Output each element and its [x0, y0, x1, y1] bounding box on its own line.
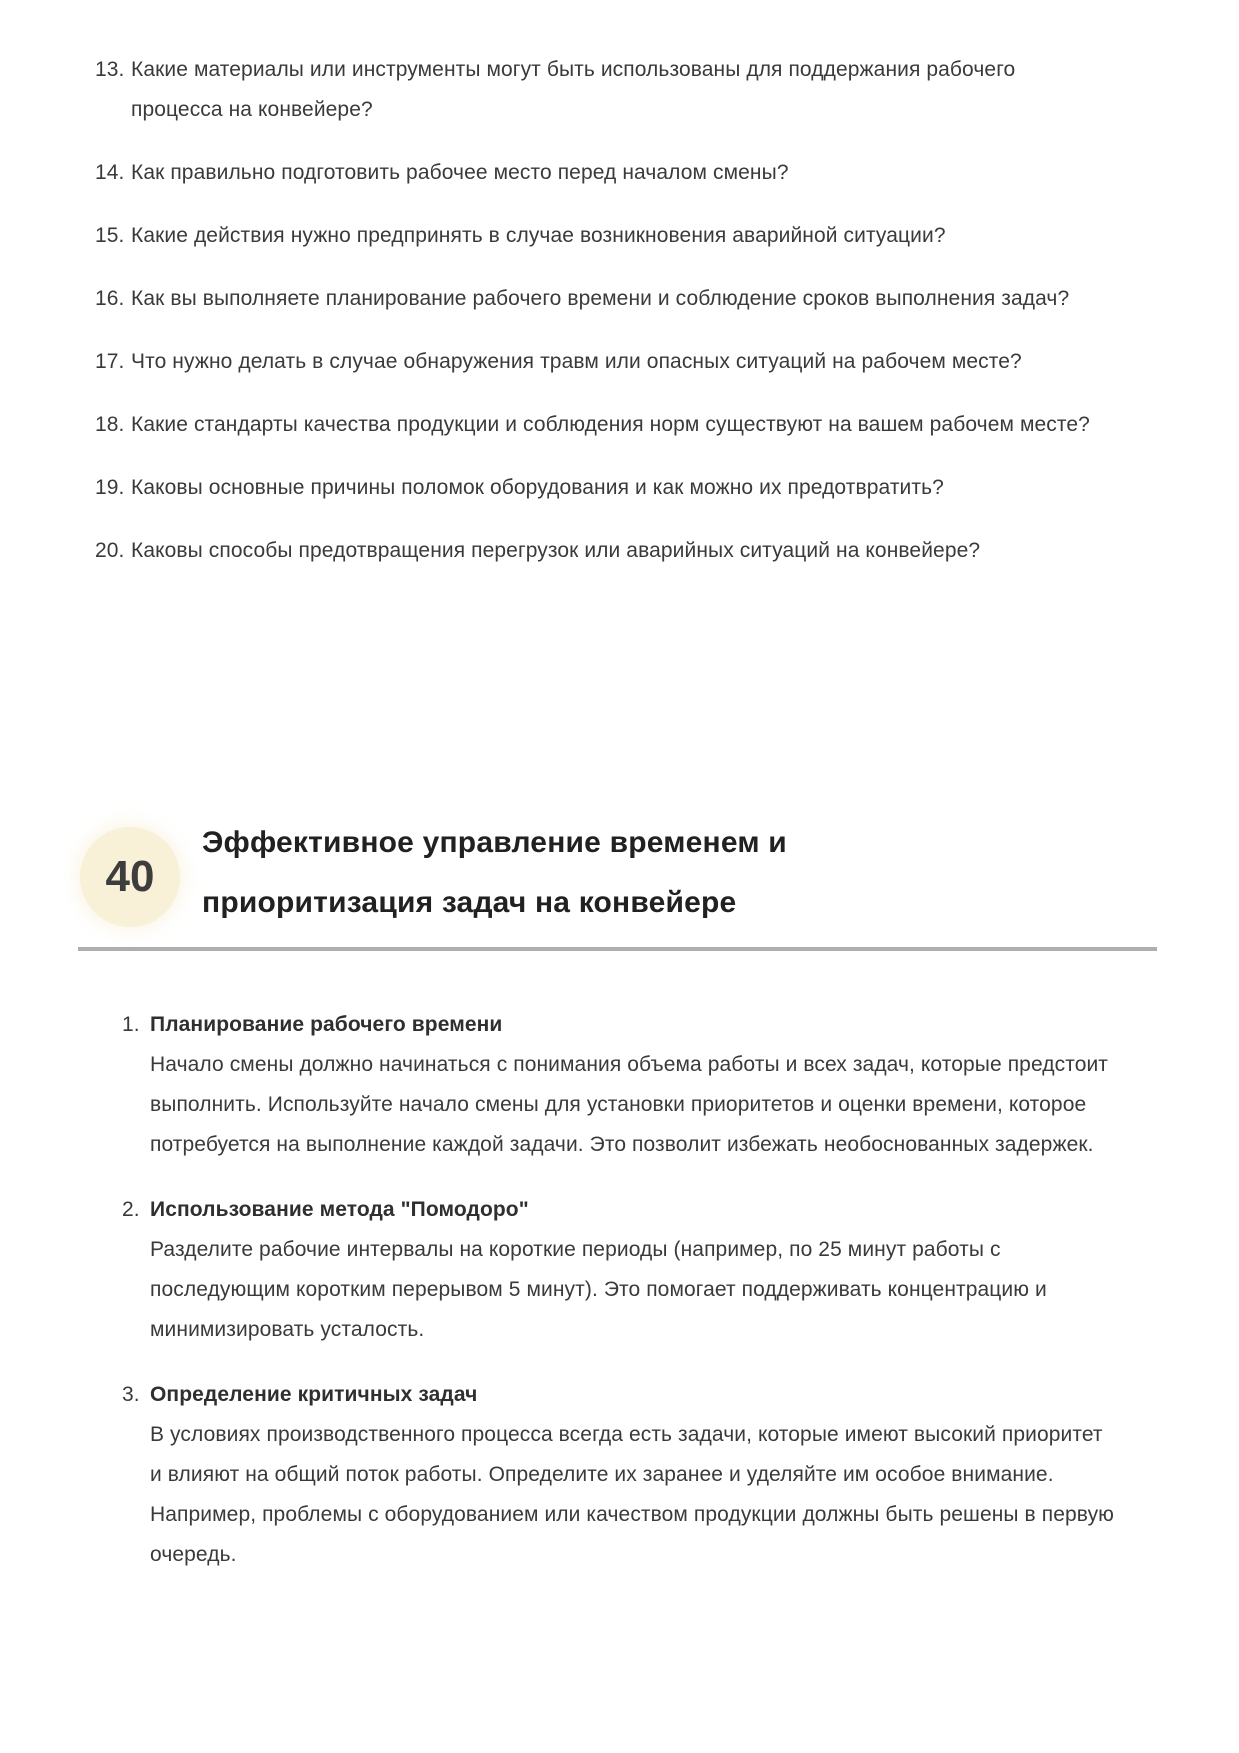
question-item [95, 405, 1107, 445]
tips-list [0, 951, 1239, 1575]
tip-heading: Определение критичных задач [150, 1383, 478, 1406]
question-item [95, 342, 1107, 382]
tip-body: Разделите рабочие интервалы на короткие периоды (например, по 25 минут работы с последующим коротким перерывом 5 минут). Это помогает поддерживать концентрацию и минимизировать усталость. [150, 1238, 1047, 1341]
question-text: Как вы выполняете планирование рабочего времени и соблюдение сроков выполнения задач? [131, 287, 1070, 310]
question-item [95, 153, 1107, 193]
question-item [95, 531, 1107, 571]
tip-content [150, 1005, 1118, 1165]
question-text: Каковы способы предотвращения перегрузок или аварийных ситуаций на конвейере? [131, 539, 981, 562]
tip-content [150, 1375, 1118, 1575]
question-number: 20. [95, 539, 125, 562]
question-item [95, 50, 1107, 130]
tip-number: 2. [122, 1198, 140, 1221]
section-title-line1: Эффективное управление временем и [202, 826, 787, 859]
tip-heading: Использование метода "Помодоро" [150, 1198, 529, 1221]
section-number: 40 [105, 852, 155, 901]
tip-item [122, 1190, 1144, 1350]
tip-heading: Планирование рабочего времени [150, 1013, 503, 1036]
question-number: 16. [95, 287, 125, 310]
question-number: 14. [95, 161, 125, 184]
tip-content [150, 1190, 1118, 1350]
section-number-badge [80, 827, 180, 927]
question-item [95, 468, 1107, 508]
question-number: 19. [95, 476, 125, 499]
question-text: Каковы основные причины поломок оборудования и как можно их предотвратить? [131, 476, 944, 499]
question-text: Что нужно делать в случае обнаружения травм или опасных ситуаций на рабочем месте? [131, 350, 1022, 373]
tip-item [122, 1375, 1144, 1575]
question-text: Какие действия нужно предпринять в случае возникновения аварийной ситуации? [131, 224, 946, 247]
tip-body: Начало смены должно начинаться с понимания объема работы и всех задач, которые предстоит выполнить. Используйте начало смены для установки приоритетов и оценки времени, которое потребуется на выполнение каждой задачи. Это позволит избежать необоснованных задержек. [150, 1053, 1109, 1156]
question-item [95, 279, 1107, 319]
question-number: 13. [95, 58, 125, 81]
tip-body: В условиях производственного процесса всегда есть задачи, которые имеют высокий приоритет и влияют на общий поток работы. Определите их заранее и уделяйте им особое внимание. Например, проблемы с оборудованием или качеством продукции должны быть решены в первую очередь. [150, 1423, 1115, 1566]
question-number: 15. [95, 224, 125, 247]
section-header [0, 813, 1239, 933]
question-item [95, 216, 1107, 256]
tip-item [122, 1005, 1144, 1165]
question-text: Как правильно подготовить рабочее место перед началом смены? [131, 161, 789, 184]
section-title [180, 813, 787, 933]
question-number: 18. [95, 413, 125, 436]
questions-list [0, 50, 1239, 571]
question-number: 17. [95, 350, 125, 373]
section-title-line2: приоритизация задач на конвейере [202, 886, 737, 919]
tip-number: 3. [122, 1383, 140, 1406]
tip-number: 1. [122, 1013, 140, 1036]
question-text: Какие материалы или инструменты могут быть использованы для поддержания рабочего процесса на конвейере? [131, 58, 1016, 121]
question-text: Какие стандарты качества продукции и соблюдения норм существуют на вашем рабочем месте? [131, 413, 1090, 436]
